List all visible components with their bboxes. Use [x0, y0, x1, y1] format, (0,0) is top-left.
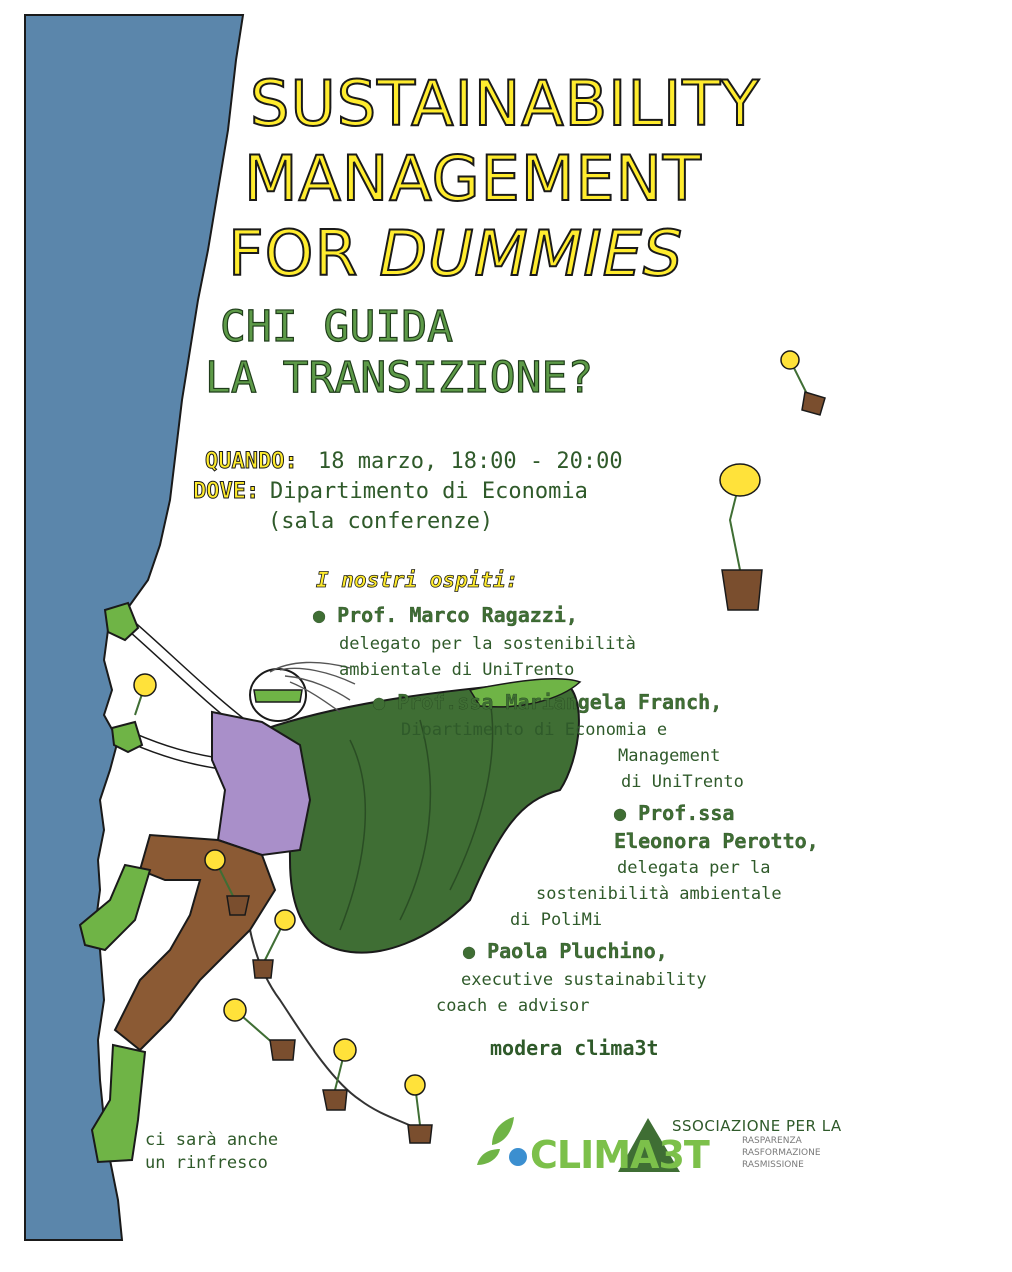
bullet-icon: ● — [463, 939, 488, 963]
title-line-2: MANAGEMENT — [244, 142, 702, 215]
flower-icon — [405, 1075, 432, 1143]
guest-4-desc-2: coach e advisor — [436, 996, 590, 1016]
logo-assoc-line-1: RASPARENZA — [742, 1136, 802, 1146]
guest-2-desc-2: Management — [618, 746, 721, 766]
guests-heading: I nostri ospiti: — [316, 568, 519, 592]
bullet-icon: ● — [313, 603, 338, 627]
guest-1-desc-1: delegato per la sostenibilità — [339, 634, 636, 654]
moderator: modera clima3t — [490, 1036, 659, 1060]
refreshment-line-1: ci sarà anche — [145, 1130, 279, 1150]
subtitle-line-2: LA TRANSIZIONE? — [205, 353, 594, 403]
title-for: FOR — [228, 217, 359, 290]
logo-assoc-line-2: RASFORMAZIONE — [742, 1148, 821, 1158]
logo-name: CLIMA3T — [530, 1133, 709, 1177]
guest-1-desc-2: ambientale di UniTrento — [339, 660, 575, 680]
guest-3-desc-3: di PoliMi — [510, 910, 603, 930]
guest-3-name-2: Eleonora Perotto, — [614, 829, 819, 853]
guest-3-name-1: ● Prof.ssa — [614, 801, 735, 825]
guest-2-name: ● Prof.ssa Mariangela Franch, — [373, 690, 723, 714]
guest-1-name: ● Prof. Marco Ragazzi, — [313, 603, 578, 627]
when-label: QUANDO: — [205, 449, 298, 474]
flower-icon — [134, 674, 156, 715]
logo-assoc-line-3: RASMISSIONE — [742, 1160, 804, 1170]
leaf-icon — [477, 1117, 514, 1165]
subtitle-line-1: CHI GUIDA — [220, 302, 453, 352]
title-line-1: SUSTAINABILITY — [250, 67, 761, 140]
when-value: 18 marzo, 18:00 - 20:00 — [318, 449, 623, 474]
flower-icon — [253, 910, 295, 978]
guest-4-name: ● Paola Pluchino, — [463, 939, 668, 963]
flower-icon — [720, 464, 762, 610]
bullet-icon: ● — [614, 801, 639, 825]
guest-3-desc-1: delegata per la — [617, 858, 771, 878]
bullet-icon: ● — [373, 690, 398, 714]
flower-icon — [781, 351, 825, 415]
title-dummies: DUMMIES — [379, 217, 684, 290]
where-value-line-2: (sala conferenze) — [268, 509, 494, 534]
where-label: DOVE: — [193, 479, 260, 504]
flower-icon — [323, 1039, 356, 1110]
title-line-3 — [228, 217, 684, 290]
guest-3-desc-2: sostenibilità ambientale — [536, 884, 782, 904]
logo-assoc-title: SSOCIAZIONE PER LA — [672, 1117, 842, 1135]
guest-2-desc-1: Dipartimento di Economia e — [401, 720, 668, 740]
guest-2-desc-3: di UniTrento — [621, 772, 744, 792]
guest-4-desc-1: executive sustainability — [461, 970, 707, 990]
refreshment-line-2: un rinfresco — [145, 1153, 268, 1173]
where-value-line-1: Dipartimento di Economia — [270, 479, 588, 504]
globe-icon — [509, 1148, 527, 1166]
mask — [254, 690, 302, 702]
